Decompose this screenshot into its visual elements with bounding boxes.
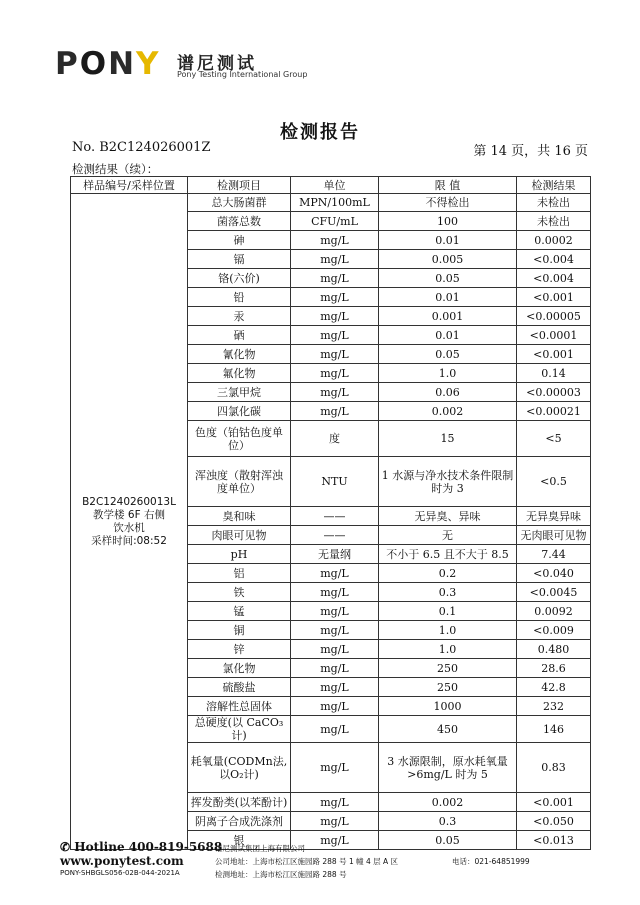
cell-limit: 0.3 xyxy=(379,812,517,831)
cell-limit: 0.3 xyxy=(379,583,517,602)
cell-limit: 1000 xyxy=(379,697,517,716)
cell-limit: 0.001 xyxy=(379,307,517,326)
cell-limit: 0.01 xyxy=(379,231,517,250)
cell-result: <5 xyxy=(517,421,591,457)
report-number: No. B2C124026001Z xyxy=(72,140,211,155)
cell-result: <0.013 xyxy=(517,831,591,850)
cell-limit: 0.01 xyxy=(379,288,517,307)
table-header-row xyxy=(71,177,591,194)
cell-unit: mg/L xyxy=(291,678,379,697)
cell-item: 溶解性总固体 xyxy=(188,697,291,716)
cell-result: <0.004 xyxy=(517,250,591,269)
cell-unit: mg/L xyxy=(291,383,379,402)
cell-item: 挥发酚类(以苯酚计) xyxy=(188,793,291,812)
cell-item: 氟化物 xyxy=(188,364,291,383)
cell-unit: —— xyxy=(291,507,379,526)
cell-limit: 15 xyxy=(379,421,517,457)
cell-item: 硫酸盐 xyxy=(188,678,291,697)
cell-item: 总大肠菌群 xyxy=(188,194,291,212)
cell-result: 未检出 xyxy=(517,212,591,231)
cell-unit: mg/L xyxy=(291,831,379,850)
cell-limit: 0.1 xyxy=(379,602,517,621)
sample-line4: 采样时间:08:52 xyxy=(91,534,167,547)
cell-limit: 1.0 xyxy=(379,621,517,640)
cell-item: 镉 xyxy=(188,250,291,269)
cell-unit: mg/L xyxy=(291,402,379,421)
cell-limit: 无异臭、异味 xyxy=(379,507,517,526)
header-limit: 限 值 xyxy=(379,177,517,194)
cell-limit: 250 xyxy=(379,659,517,678)
cell-unit: mg/L xyxy=(291,697,379,716)
cell-result: 无肉眼可见物 xyxy=(517,526,591,545)
cell-unit: MPN/100mL xyxy=(291,194,379,212)
cell-item: 锌 xyxy=(188,640,291,659)
cell-result: <0.00021 xyxy=(517,402,591,421)
cell-result: 0.0002 xyxy=(517,231,591,250)
cell-item: 氯化物 xyxy=(188,659,291,678)
cell-item: 氰化物 xyxy=(188,345,291,364)
cell-limit: 3 水源限制，原水耗氧量>6mg/L 时为 5 xyxy=(379,743,517,793)
cell-result: 232 xyxy=(517,697,591,716)
cell-result: <0.001 xyxy=(517,345,591,364)
cell-unit: mg/L xyxy=(291,307,379,326)
cell-unit: mg/L xyxy=(291,326,379,345)
cell-result: <0.004 xyxy=(517,269,591,288)
cell-limit: 1.0 xyxy=(379,640,517,659)
cell-unit: mg/L xyxy=(291,250,379,269)
cell-unit: mg/L xyxy=(291,564,379,583)
sample-line2: 教学楼 6F 右侧 xyxy=(93,508,165,521)
cell-result: <0.00005 xyxy=(517,307,591,326)
cell-unit: mg/L xyxy=(291,621,379,640)
cell-result: <0.009 xyxy=(517,621,591,640)
cell-item: 汞 xyxy=(188,307,291,326)
sample-line3: 饮水机 xyxy=(113,521,145,534)
cell-result: 0.83 xyxy=(517,743,591,793)
cell-result: 0.14 xyxy=(517,364,591,383)
company-name-cn: 谱尼测试 xyxy=(177,54,257,74)
cell-unit: 无量纲 xyxy=(291,545,379,564)
cell-item: 铁 xyxy=(188,583,291,602)
cell-unit: mg/L xyxy=(291,812,379,831)
cell-unit: mg/L xyxy=(291,583,379,602)
cell-result: <0.0045 xyxy=(517,583,591,602)
cell-item: 臭和味 xyxy=(188,507,291,526)
cell-unit: NTU xyxy=(291,457,379,507)
cell-limit: 不得检出 xyxy=(379,194,517,212)
cell-limit: 1 水源与净水技术条件限制时为 3 xyxy=(379,457,517,507)
hotline: ✆ Hotline 400-819-5688 xyxy=(60,840,223,854)
cell-result: 0.0092 xyxy=(517,602,591,621)
cell-limit: 0.002 xyxy=(379,793,517,812)
cell-item: pH xyxy=(188,545,291,564)
cell-item: 阴离子合成洗涤剂 xyxy=(188,812,291,831)
website: www.ponytest.com xyxy=(60,854,184,868)
cell-item: 耗氧量(CODMn法,以O₂计) xyxy=(188,743,291,793)
cell-item: 总硬度(以 CaCO₃计) xyxy=(188,716,291,743)
letterhead xyxy=(55,44,595,84)
cell-limit: 450 xyxy=(379,716,517,743)
cell-result: <0.050 xyxy=(517,812,591,831)
header-sample: 样品编号/采样位置 xyxy=(71,177,188,194)
cell-limit: 1.0 xyxy=(379,364,517,383)
cell-item: 铜 xyxy=(188,621,291,640)
cell-result: <0.0001 xyxy=(517,326,591,345)
doc-code: PONY-SHBGLS056-02B-044-2021A xyxy=(60,869,180,877)
header-result: 检测结果 xyxy=(517,177,591,194)
report-title: 检测报告 xyxy=(280,122,360,143)
cell-result: <0.001 xyxy=(517,793,591,812)
cell-item: 砷 xyxy=(188,231,291,250)
sample-info-cell xyxy=(71,194,188,850)
cell-limit: 0.05 xyxy=(379,345,517,364)
cell-result: <0.5 xyxy=(517,457,591,507)
company-address: 公司地址：上海市松江区施园路 288 号 1 幢 4 层 A 区 xyxy=(215,857,399,866)
cell-result: 0.480 xyxy=(517,640,591,659)
cell-unit: mg/L xyxy=(291,743,379,793)
company-name-en: Pony Testing International Group xyxy=(177,70,308,79)
company-line: 谱尼测试集团上海有限公司 xyxy=(215,844,305,853)
cell-item: 四氯化碳 xyxy=(188,402,291,421)
cell-limit: 0.002 xyxy=(379,402,517,421)
cell-unit: mg/L xyxy=(291,288,379,307)
cell-limit: 250 xyxy=(379,678,517,697)
cell-limit: 0.01 xyxy=(379,326,517,345)
cell-item: 锰 xyxy=(188,602,291,621)
cell-unit: mg/L xyxy=(291,793,379,812)
cell-limit: 0.2 xyxy=(379,564,517,583)
cell-unit: mg/L xyxy=(291,345,379,364)
pony-logo: PONY xyxy=(55,46,161,82)
cell-item: 铅 xyxy=(188,288,291,307)
cell-unit: CFU/mL xyxy=(291,212,379,231)
cell-unit: mg/L xyxy=(291,602,379,621)
cell-result: 28.6 xyxy=(517,659,591,678)
cell-item: 菌落总数 xyxy=(188,212,291,231)
results-subheading: 检测结果（续）： xyxy=(72,162,159,176)
cell-limit: 0.005 xyxy=(379,250,517,269)
cell-item: 铝 xyxy=(188,564,291,583)
cell-item: 硒 xyxy=(188,326,291,345)
cell-result: <0.00003 xyxy=(517,383,591,402)
cell-unit: mg/L xyxy=(291,716,379,743)
cell-limit: 不小于 6.5 且不大于 8.5 xyxy=(379,545,517,564)
cell-unit: mg/L xyxy=(291,231,379,250)
phone: 电话：021-64851999 xyxy=(452,857,530,866)
sample-line1: B2C1240260013L xyxy=(82,495,176,508)
cell-limit: 无 xyxy=(379,526,517,545)
cell-result: 7.44 xyxy=(517,545,591,564)
cell-result: 146 xyxy=(517,716,591,743)
header-unit: 单位 xyxy=(291,177,379,194)
test-address: 检测地址：上海市松江区施园路 288 号 xyxy=(215,870,347,879)
cell-result: 无异臭异味 xyxy=(517,507,591,526)
cell-result: 未检出 xyxy=(517,194,591,212)
cell-result: <0.040 xyxy=(517,564,591,583)
cell-item: 浑浊度（散射浑浊度单位） xyxy=(188,457,291,507)
cell-unit: mg/L xyxy=(291,659,379,678)
cell-item: 色度（铂钴色度单位） xyxy=(188,421,291,457)
cell-unit: 度 xyxy=(291,421,379,457)
cell-item: 肉眼可见物 xyxy=(188,526,291,545)
cell-unit: mg/L xyxy=(291,640,379,659)
cell-limit: 0.06 xyxy=(379,383,517,402)
cell-item: 银 xyxy=(188,831,291,850)
cell-limit: 100 xyxy=(379,212,517,231)
table-row xyxy=(71,194,591,212)
header-item: 检测项目 xyxy=(188,177,291,194)
cell-unit: —— xyxy=(291,526,379,545)
cell-result: <0.001 xyxy=(517,288,591,307)
page-info: 第 14 页，共 16 页 xyxy=(473,144,588,159)
cell-unit: mg/L xyxy=(291,269,379,288)
cell-limit: 0.05 xyxy=(379,831,517,850)
results-table xyxy=(70,176,591,850)
cell-unit: mg/L xyxy=(291,364,379,383)
cell-result: 42.8 xyxy=(517,678,591,697)
cell-item: 三氯甲烷 xyxy=(188,383,291,402)
cell-item: 铬(六价) xyxy=(188,269,291,288)
cell-limit: 0.05 xyxy=(379,269,517,288)
